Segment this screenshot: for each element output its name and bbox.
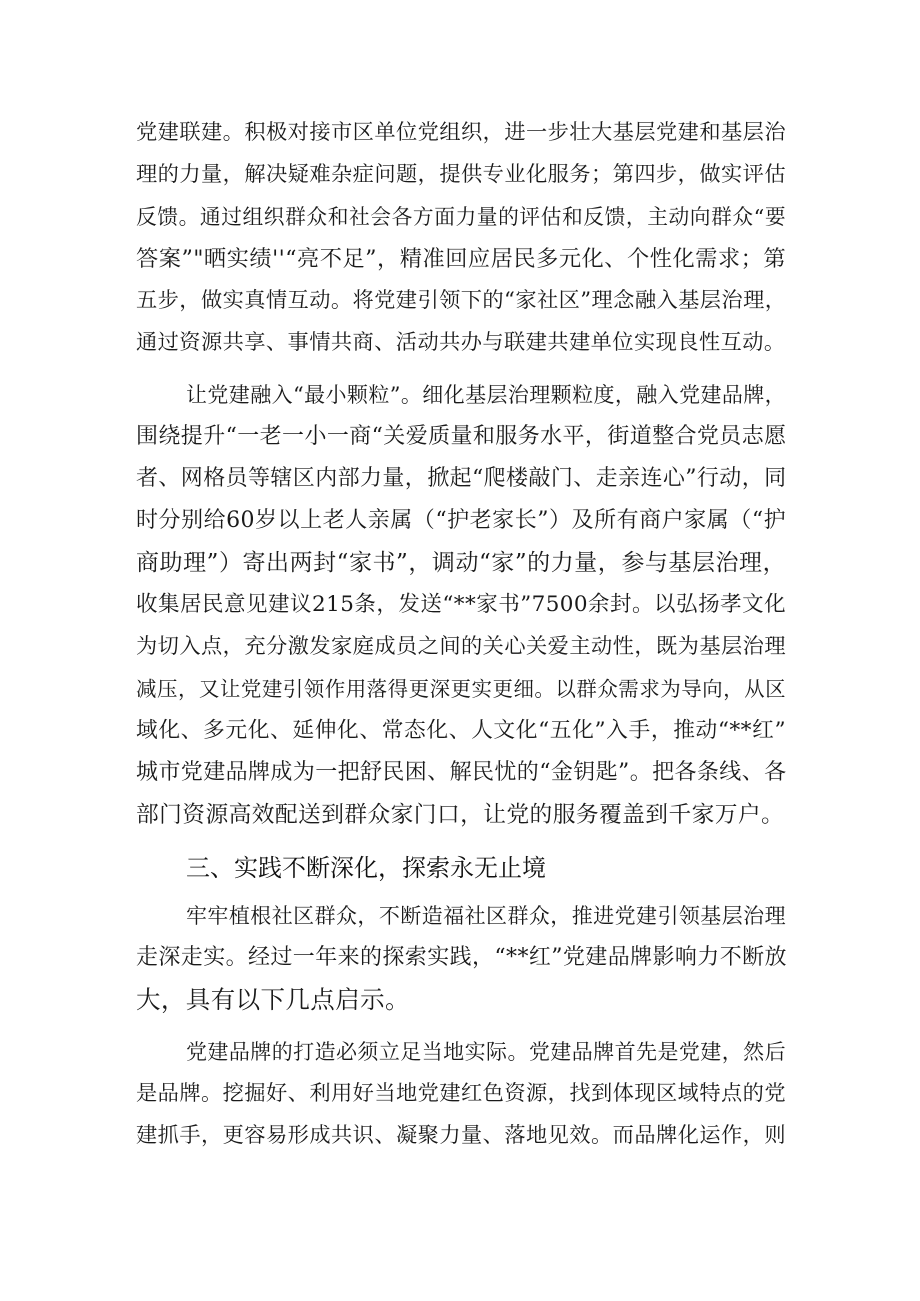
paragraph-line: 部门资源高效配送到群众家门口，让党的服务覆盖到千家万户。 <box>136 802 785 828</box>
paragraph-line: 域化、多元化、延伸化、常态化、人文化“五化”入手，推动“**红” <box>136 718 786 743</box>
paragraph-line: 走深走实。经过一年来的探索实践，“**红”党建品牌影响力不断放 <box>136 945 787 970</box>
paragraph-line: 理的力量，解决疑难杂症问题，提供专业化服务；第四步，做实评估 <box>136 162 786 187</box>
paragraph-line: 党建品牌的打造必须立足当地实际。党建品牌首先是党建，然后 <box>186 1040 786 1064</box>
paragraph-line: 通过资源共享、事情共商、活动共办与联建共建单位实现良性互动。 <box>136 330 786 355</box>
paragraph-line: 党建联建。积极对接市区单位党组织，进一步壮大基层党建和基层治 <box>136 120 786 145</box>
paragraph-line: 是品牌。挖掘好、利用好当地党建红色资源，找到体现区域特点的党 <box>136 1081 786 1106</box>
paragraph-line: 商助理”）寄出两封“家书”，调动“家”的力量，参与基层治理， <box>136 550 786 576</box>
paragraph-line: 城市党建品牌成为一把舒民困、解民忧的“金钥匙”。把各条线、各 <box>136 760 787 785</box>
paragraph-line: 建抓手，更容易形成共识、凝聚力量、落地见效。而品牌化运作，则 <box>136 1123 786 1148</box>
paragraph-line: 五步，做实真情互动。将党建引领下的“家社区”理念融入基层治理， <box>136 288 787 313</box>
paragraph-line: 为切入点，充分激发家庭成员之间的关心关爱主动性，既为基层治理 <box>136 634 786 659</box>
paragraph-line: 牢牢植根社区群众，不断造福社区群众，推进党建引领基层治理 <box>186 904 786 928</box>
paragraph-line: 时分别给60岁以上老人亲属（“护老家长”）及所有商户家属（“护 <box>136 508 786 533</box>
paragraph-line: 反馈。通过组织群众和社会各方面力量的评估和反馈，主动向群众“要 <box>136 205 786 229</box>
paragraph-line: 大，具有以下几点启示。 <box>136 985 410 1014</box>
section-heading: 三、实践不断深化，探索永无止境 <box>186 854 546 882</box>
paragraph-line: 者、网格员等辖区内部力量，掀起“爬楼敲门、走亲连心”行动，同 <box>136 466 787 491</box>
paragraph-line: 收集居民意见建议215条，发送“**家书”7500余封。以弘扬孝文化 <box>136 592 786 617</box>
paragraph-line: 让党建融入“最小颗粒”。细化基层治理颗粒度，融入党建品牌， <box>186 383 787 407</box>
paragraph-line: 减压，又让党建引领作用落得更深更实更细。以群众需求为导向，从区 <box>136 677 786 701</box>
paragraph-line: 答案”"晒实绩''“亮不足”，精准回应居民多元化、个性化需求；第 <box>136 246 786 272</box>
paragraph-line: 围绕提升“一老一小一商“关爱质量和服务水平，街道整合党员志愿 <box>136 424 787 449</box>
